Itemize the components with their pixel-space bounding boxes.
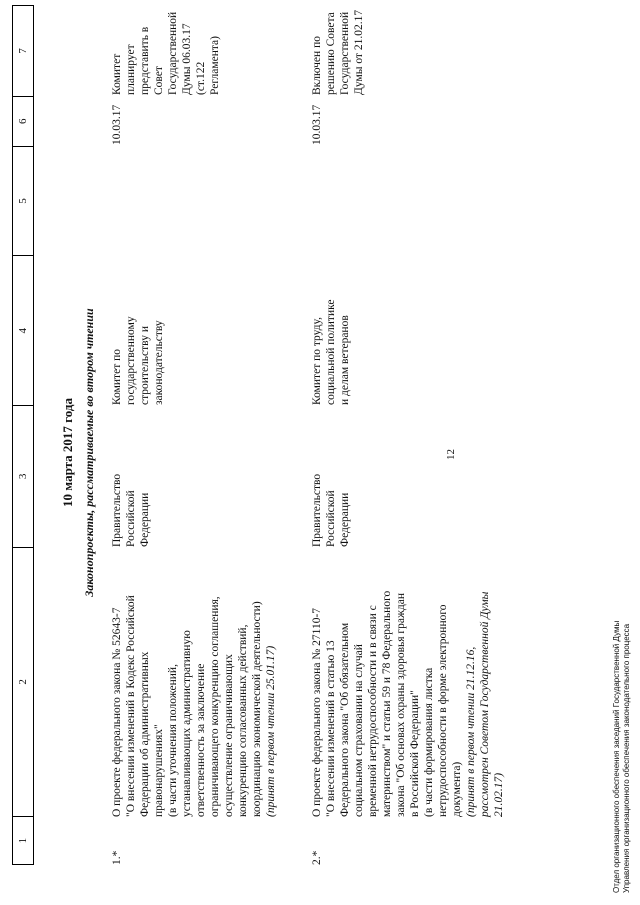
bill-title-line: ограничивающего конкуренцию соглашения, — [209, 596, 221, 817]
column-header-1: 1 — [13, 816, 33, 864]
remark-line: Думы 06.03.17 — [181, 23, 193, 95]
column-header-4: 4 — [13, 255, 33, 405]
remark-line: решению Совета — [325, 12, 337, 95]
bill-title-line: осуществление ограничивающих — [223, 654, 235, 817]
footer-line-2: Управления организационного обеспечения законодательного процесса — [622, 623, 631, 893]
bill-title-line: закона "Об основах охраны здоровья граждан — [395, 592, 407, 817]
initiator-line: Федерации — [339, 492, 351, 547]
bill-title-line: координацию экономической деятельности) — [251, 601, 263, 817]
bill-title-line: Федерального закона "Об обязательном — [339, 622, 351, 817]
remark-line: Государственной — [167, 11, 179, 95]
committee-line: государственному — [125, 316, 137, 405]
row-number: 2.* — [311, 850, 323, 865]
remark-line: Комитет планирует — [111, 44, 137, 95]
bill-note: 21.02.17) — [493, 772, 505, 817]
bill-note: (принят в первом чтении 21.12.16, — [465, 646, 477, 817]
committee-line: социальной политике — [325, 299, 337, 405]
committee-line: и делам ветеранов — [339, 315, 351, 405]
bill-title-line: О проекте федерального закона № 27110-7 — [311, 607, 323, 817]
date: 10.03.17 — [111, 104, 123, 145]
remark-line: Включен по — [311, 36, 323, 95]
bill-title-line: "О внесении изменений в Кодекс Российской — [125, 595, 137, 817]
initiator-line: Правительство — [111, 473, 123, 547]
date-heading: 10 марта 2017 года — [60, 398, 75, 507]
committee — [310, 275, 352, 405]
column-header-5: 5 — [13, 146, 33, 256]
initiator — [310, 447, 352, 547]
bill-note: рассмотрен Советом Государственной Думы — [479, 591, 491, 817]
bill-title-line: конкуренцию согласованных действий, — [237, 624, 249, 817]
bill-title-line: (в части формирования листка — [423, 667, 435, 817]
bill-title-line: (в части уточнения положений, — [167, 664, 179, 817]
initiator-line: Федерации — [139, 492, 151, 547]
remark-line: Думы от 21.02.17 — [353, 9, 365, 95]
remark-line: (ст.122 Регламента) — [195, 36, 221, 95]
initiator-line: Правительство — [311, 473, 323, 547]
bill-title-line: ответственность за заключение — [195, 663, 207, 817]
page-number: 12 — [445, 449, 457, 460]
initiator-line: Российской — [325, 490, 337, 547]
bill-title-line: в Российской Федерации" — [409, 690, 421, 817]
bill-title — [110, 557, 278, 817]
bill-title-line: социальном страховании на случай — [353, 644, 365, 817]
row-number: 1.* — [111, 850, 123, 865]
column-header-row — [12, 5, 34, 865]
bill-title-line: правонарушениях" — [153, 724, 165, 817]
bill-title-line: "О внесении изменений в статью 13 — [325, 640, 337, 817]
column-header-2: 2 — [13, 547, 33, 816]
bill-title-line: Федерации об административных — [139, 651, 151, 817]
initiator — [110, 447, 152, 547]
bill-title — [310, 557, 506, 817]
remark-line: Государственной — [339, 11, 351, 95]
initiator-line: Российской — [125, 490, 137, 547]
bill-note: (принят в первом чтении 25.01.17) — [265, 645, 277, 817]
remark-line: представить в Совет — [139, 26, 165, 95]
bill-title-line: нетрудоспособности в форме электронного — [437, 604, 449, 817]
bill-title-line: временной нетрудоспособности и в связи с — [367, 605, 379, 817]
column-header-3: 3 — [13, 405, 33, 547]
committee-line: Комитет по — [111, 349, 123, 405]
bill-title-line: документа) — [451, 761, 463, 817]
bill-title-line: О проекте федерального закона № 52643-7 — [111, 607, 123, 817]
footer — [612, 621, 632, 893]
bill-title-line: материнством" и статьи 59 и 78 Федерального — [381, 590, 393, 817]
section-heading: Законопроекты, рассматриваемые во втором чтении — [82, 308, 96, 597]
bill-title-line: устанавливающих административную — [181, 630, 193, 817]
remark — [310, 5, 366, 95]
column-header-7: 7 — [17, 48, 29, 54]
committee-line: Комитет по труду, — [311, 317, 323, 405]
column-header-6: 6 — [13, 96, 33, 146]
remark — [110, 5, 222, 95]
footer-line-1: Отдел организационного обеспечения заседаний Государственной Думы — [612, 620, 621, 893]
committee — [110, 275, 166, 405]
committee-line: законодательству — [153, 320, 165, 405]
date: 10.03.17 — [311, 104, 323, 145]
committee-line: строительству и — [139, 326, 151, 405]
